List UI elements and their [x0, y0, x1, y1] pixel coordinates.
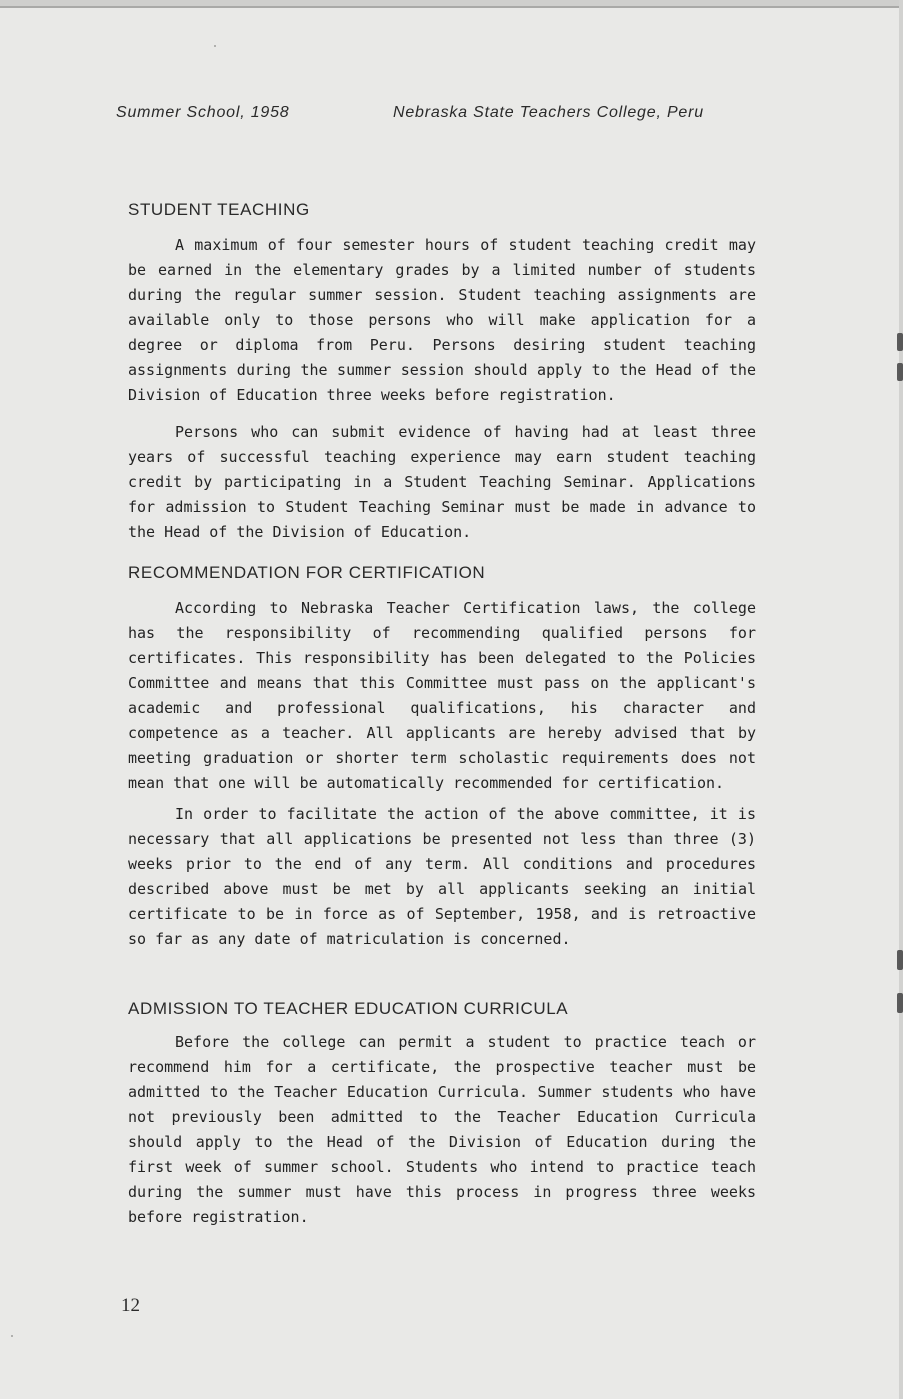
- student-teaching-paragraph-2: Persons who can submit evidence of having had at least three years of successful teaching experience may earn student teaching credit by participating in a Student Teaching Seminar. Applications for admission to Student Teaching Seminar must be made in advance to the Head of the Division of Education.: [128, 423, 756, 541]
- page-right-edge: [899, 0, 903, 1399]
- page-top-edge: [0, 0, 903, 8]
- page-number: 12: [121, 1295, 140, 1316]
- admission-paragraph-1: Before the college can permit a student to practice teach or recommend him for a certificate, the prospective teacher must be admitted to the Teacher Education Curricula. Summer students who have not previously been admitted to the Teacher Education Curricula should apply to the Head of the Division of Education during the first week of summer school. Students who intend to practice teach during the summer must have this process in progress three weeks before registration.: [128, 1033, 756, 1226]
- binding-mark-2: [897, 363, 903, 381]
- binding-mark-4: [897, 993, 903, 1013]
- recommendation-paragraph-1: According to Nebraska Teacher Certification laws, the college has the responsibility of recommending qualified persons for certificates. This responsibility has been delegated to the Policies Committee and means that this Committee must pass on the applicant's academic and professional qualifications, his character and competence as a teacher. All applicants are hereby advised that by meeting graduation or shorter term scholastic requirements does not mean that one will be automatically recommended for certification.: [128, 599, 756, 792]
- heading-gap: [128, 222, 756, 233]
- binding-mark-3: [897, 950, 903, 970]
- heading-gap: [128, 585, 756, 596]
- paper-speck: [214, 45, 216, 47]
- header-left: Summer School, 1958: [116, 104, 290, 121]
- section-gap: [128, 952, 756, 997]
- heading-student-teaching: STUDENT TEACHING: [128, 200, 310, 219]
- paragraph-gap: [128, 408, 756, 420]
- header-right: Nebraska State Teachers College, Peru: [393, 104, 704, 121]
- heading-admission-teacher-education: ADMISSION TO TEACHER EDUCATION CURRICULA: [128, 999, 569, 1018]
- heading-recommendation-certification: RECOMMENDATION FOR CERTIFICATION: [128, 563, 486, 582]
- heading-gap: [128, 1021, 756, 1030]
- running-header: [0, 101, 903, 125]
- paper-speck: [11, 1335, 13, 1337]
- student-teaching-paragraph-1: A maximum of four semester hours of student teaching credit may be earned in the elementary grades by a limited number of students during the regular summer session. Student teaching assignments are available only to those persons who will make application for a degree or diploma from Peru. Persons desiring student teaching assignments during the summer session should apply to the Head of the Division of Education three weeks before registration.: [128, 236, 756, 404]
- recommendation-paragraph-2: In order to facilitate the action of the above committee, it is necessary that all applications be presented not less than three (3) weeks prior to the end of any term. All conditions and procedures described above must be met by all applicants seeking an initial certificate to be in force as of September, 1958, and is retroactive so far as any date of matriculation is concerned.: [128, 805, 756, 948]
- binding-mark-1: [897, 333, 903, 351]
- section-gap: [128, 545, 756, 561]
- page-content: [128, 198, 756, 1230]
